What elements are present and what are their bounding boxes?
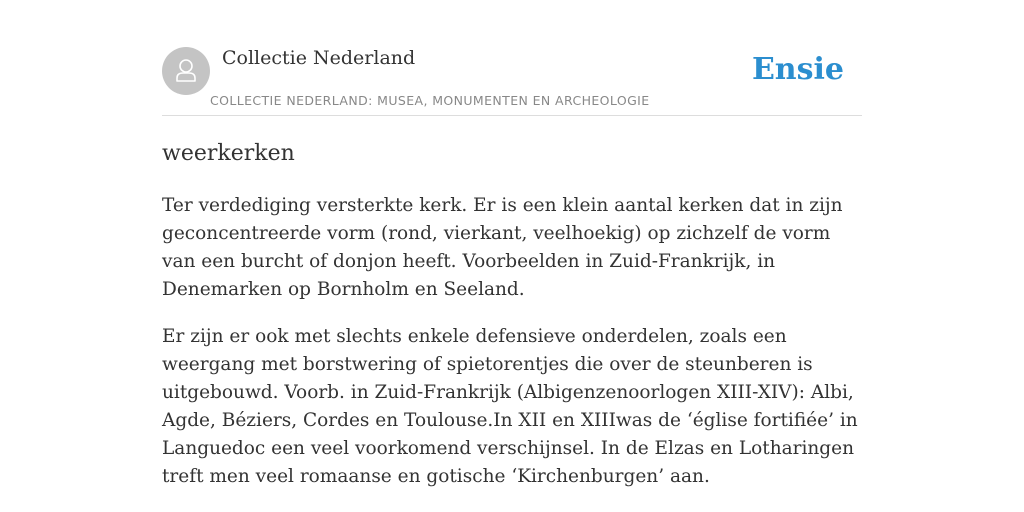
user-icon [162, 47, 210, 95]
author-name[interactable]: Collectie Nederland [222, 47, 416, 69]
entry-paragraph: Er zijn er ook met slechts enkele defensieve onderdelen, zoals een weergang met borstwering of spietorentjes die over de steunberen is uitgebouwd. Voorb. in Zuid-Frankrijk (Albigenzenoorlogen XIII-XIV): Albi, Agde, Béziers, Cordes en Toulouse.In XII en XIIIwas de ‘église fortifiée’ in Languedoc een veel voorkomend verschijnsel. In de Elzas en Lotharingen treft men veel romaanse en gotische ‘Kirchenburgen’ aan. [162, 326, 858, 487]
entry-content [162, 138, 862, 491]
entry-title: weerkerken [162, 141, 295, 166]
entry-paragraph: Ter verdediging versterkte kerk. Er is een klein aantal kerken dat in zijn geconcentreerde vorm (rond, vierkant, veelhoekig) op zichzelf de vorm van een burcht of donjon heeft. Voorbeelden in Zuid-Frankrijk, in Denemarken op Bornholm en Seeland. [162, 195, 843, 300]
ensie-logo[interactable]: Ensie [751, 52, 844, 87]
collection-label[interactable]: COLLECTIE NEDERLAND: MUSEA, MONUMENTEN EN ARCHEOLOGIE [210, 93, 650, 108]
header [162, 45, 862, 116]
avatar[interactable] [162, 47, 210, 95]
